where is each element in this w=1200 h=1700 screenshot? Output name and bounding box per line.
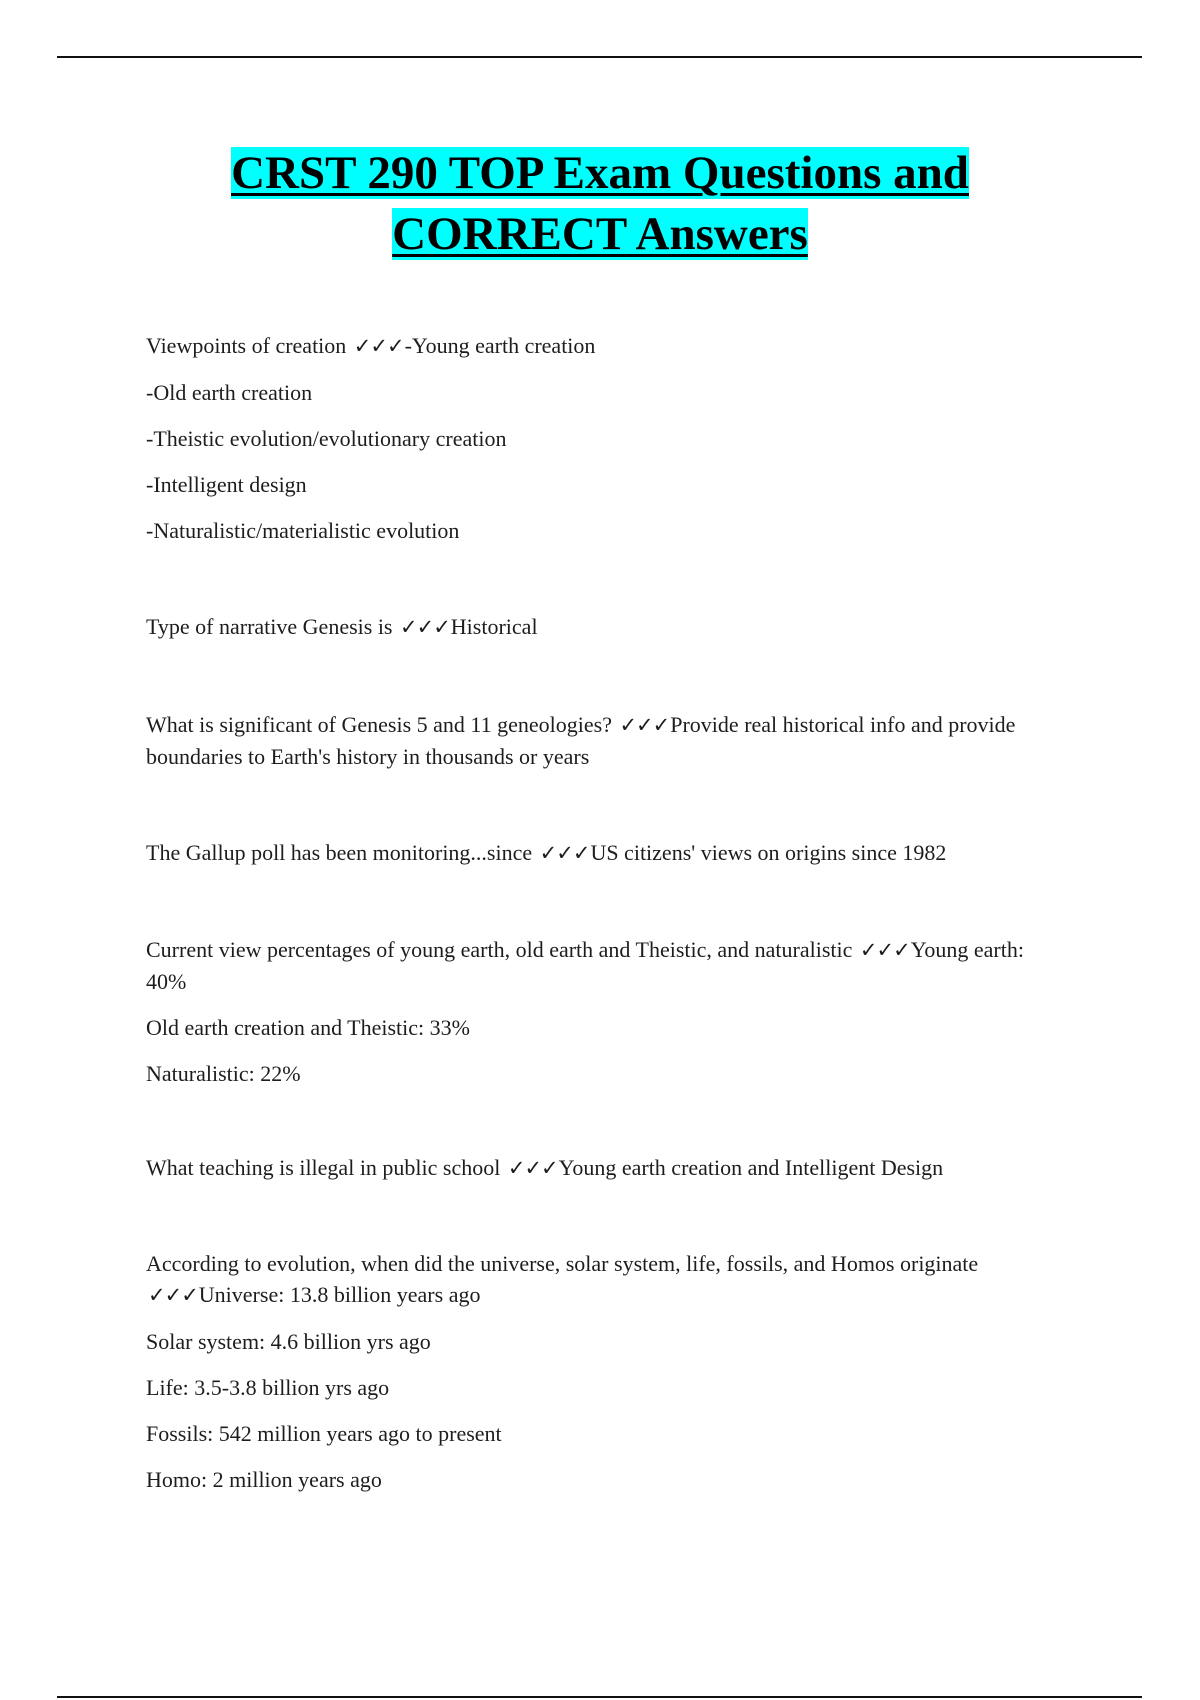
qa-question-line	[146, 837, 1066, 869]
question-text: What teaching is illegal in public school	[146, 1155, 501, 1180]
answer-line: -Old earth creation	[146, 380, 313, 405]
answer-text: Universe: 13.8 billion years ago	[198, 1282, 481, 1307]
answer-line: Solar system: 4.6 billion yrs ago	[146, 1329, 431, 1354]
answer-line: Naturalistic: 22%	[146, 1061, 301, 1086]
question-text: What is significant of Genesis 5 and 11 geneologies?	[146, 712, 612, 737]
qa-question-line	[146, 611, 1066, 643]
answer-text: Historical	[450, 614, 538, 639]
title-line-2: CORRECT Answers	[392, 208, 808, 260]
check-marks-icon: ✓✓✓	[539, 841, 590, 865]
answer-text: Young earth creation and Intelligent Design	[558, 1155, 944, 1180]
qa-question-line	[146, 1248, 986, 1311]
qa-item-narrative	[146, 611, 1066, 643]
check-marks-icon: ✓✓✓	[507, 1156, 558, 1180]
question-text: Type of narrative Genesis is	[146, 614, 393, 639]
qa-question-line	[146, 330, 1066, 362]
check-marks-icon: ✓✓✓	[400, 615, 450, 639]
answer-text: US citizens' views on origins since 1982	[590, 840, 947, 865]
answer-line: -Naturalistic/materialistic evolution	[146, 518, 460, 543]
answer-line: Fossils: 542 million years ago to present	[146, 1421, 502, 1446]
question-text: Current view percentages of young earth, old earth and Theistic, and naturalistic	[146, 937, 853, 962]
qa-question-line	[146, 709, 1066, 772]
check-marks-icon: ✓✓✓	[148, 1283, 198, 1307]
answer-text: Provide real historical info and provide boundaries to Earth's history in thousands or years	[146, 712, 1016, 769]
qa-question-line	[146, 934, 1066, 997]
question-text: The Gallup poll has been monitoring...since	[146, 840, 533, 865]
title-line-1: CRST 290 TOP Exam Questions and	[231, 147, 969, 199]
top-rule	[57, 56, 1142, 58]
qa-item-geneologies	[146, 709, 1066, 772]
answer-text: Young earth: 40%	[146, 937, 1024, 994]
qa-item-illegal-teaching	[146, 1152, 1066, 1184]
page-title	[0, 143, 1200, 265]
answer-line: Life: 3.5-3.8 billion yrs ago	[146, 1375, 390, 1400]
answer-line: Homo: 2 million years ago	[146, 1467, 382, 1492]
answer-text: -Young earth creation	[404, 333, 596, 358]
qa-question-line	[146, 1152, 1066, 1184]
question-text: Viewpoints of creation	[146, 333, 347, 358]
qa-item-viewpoints	[146, 330, 1066, 546]
qa-item-evolution-timeline	[146, 1248, 986, 1495]
qa-item-gallup	[146, 837, 1066, 869]
bottom-rule	[57, 1696, 1142, 1698]
answer-line: Old earth creation and Theistic: 33%	[146, 1015, 470, 1040]
answer-line: -Theistic evolution/evolutionary creation	[146, 426, 507, 451]
check-marks-icon: ✓✓✓	[619, 713, 670, 737]
answer-line: -Intelligent design	[146, 472, 307, 497]
check-marks-icon: ✓✓✓	[353, 334, 404, 358]
check-marks-icon: ✓✓✓	[859, 938, 910, 962]
qa-item-percentages	[146, 934, 1066, 1089]
question-text: According to evolution, when did the universe, solar system, life, fossils, and Homos originate	[146, 1251, 979, 1276]
